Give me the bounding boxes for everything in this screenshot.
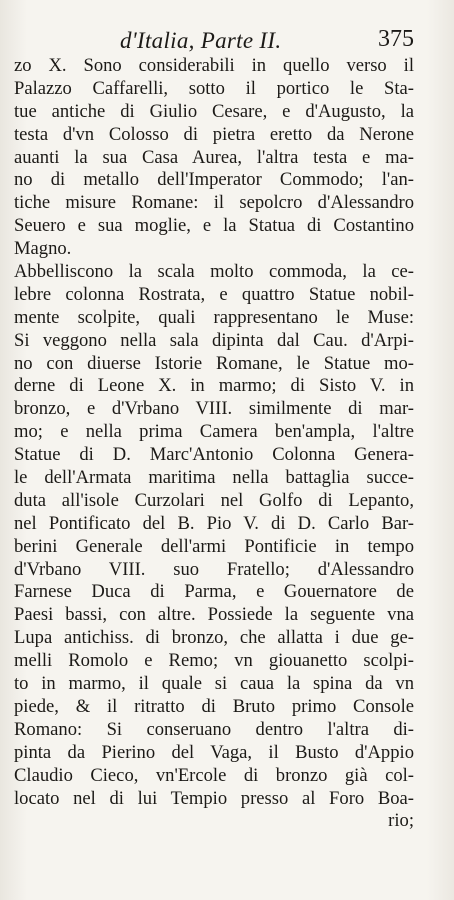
text-line: lebre colonna Rostrata, e quattro Statue nobil- xyxy=(14,283,414,305)
text-line: testa d'vn Colosso di pietra eretto da Nerone xyxy=(14,123,414,145)
text-line: mo; e nella prima Camera ben'ampla, l'altre xyxy=(14,421,414,443)
text-line: nel Pontificato del B. Pio V. di D. Carlo Bar- xyxy=(14,512,414,534)
text-line: zo X. Sono considerabili in quello verso il xyxy=(14,55,414,76)
text-line: piede, & il ritratto di Bruto primo Console xyxy=(14,695,414,717)
text-line: Paesi bassi, con altre. Possiede la seguente vna xyxy=(14,604,414,626)
text-line: Seuero e sua moglie, e la Statua di Costantino xyxy=(14,215,414,237)
text-line: bronzo, e d'Vrbano VIII. similmente di mar- xyxy=(14,398,414,420)
text-line: le dell'Armata maritima nella battaglia succe- xyxy=(14,467,414,489)
text-line: melli Romolo e Remo; vn giouanetto scolpi- xyxy=(14,650,414,672)
text-line: tue antiche di Giulio Cesare, e d'Augusto, la xyxy=(14,100,414,122)
text-line: berini Generale dell'armi Pontificie in tempo xyxy=(14,535,414,557)
text-line: pinta da Pierino del Vaga, il Busto d'Appio xyxy=(14,741,414,763)
text-line: auanti la sua Casa Aurea, l'altra testa e ma- xyxy=(14,146,414,168)
text-line: d'Vrbano VIII. suo Fratello; d'Alessandro xyxy=(14,558,414,580)
text-line: tiche misure Romane: il sepolcro d'Alessandro xyxy=(14,192,414,214)
text-line: Si veggono nella sala dipinta dal Cau. d'Arpi- xyxy=(14,329,414,351)
text-line: Magno. xyxy=(14,238,72,260)
text-line: Palazzo Caffarelli, sotto il portico le Sta- xyxy=(14,77,414,99)
page-number: 375 xyxy=(378,26,414,52)
text-line: Statue di D. Marc'Antonio Colonna Genera- xyxy=(14,444,414,466)
text-line: Abbelliscono la scala molto commoda, la ce- xyxy=(14,261,414,283)
text-line: duta all'isole Curzolari nel Golfo di Lepanto, xyxy=(14,489,414,511)
text-line: rio; xyxy=(388,810,414,832)
text-line: derne di Leone X. in marmo; di Sisto V. in xyxy=(14,375,414,397)
text-line: no con diuerse Istorie Romane, le Statue mo- xyxy=(14,352,414,374)
text-line: mente scolpite, quali rappresentano le Muse: xyxy=(14,306,414,328)
text-line: Romano: Si conseruano dentro l'altra di- xyxy=(14,718,414,740)
text-line: no di metallo dell'Imperator Commodo; l'an- xyxy=(14,169,414,191)
running-title: d'Italia, Parte II. xyxy=(120,28,282,53)
body-text xyxy=(14,55,414,833)
text-line: Lupa antichiss. di bronzo, che allatta i due ge- xyxy=(14,627,414,649)
page-header xyxy=(0,24,454,54)
text-line: Farnese Duca di Parma, e Gouernatore de xyxy=(14,581,414,603)
text-line: locato nel di lui Tempio presso al Foro Boa- xyxy=(14,787,414,809)
text-line: Claudio Cieco, vn'Ercole di bronzo già col- xyxy=(14,764,414,786)
text-line: to in marmo, il quale si caua la spina da vn xyxy=(14,673,414,695)
